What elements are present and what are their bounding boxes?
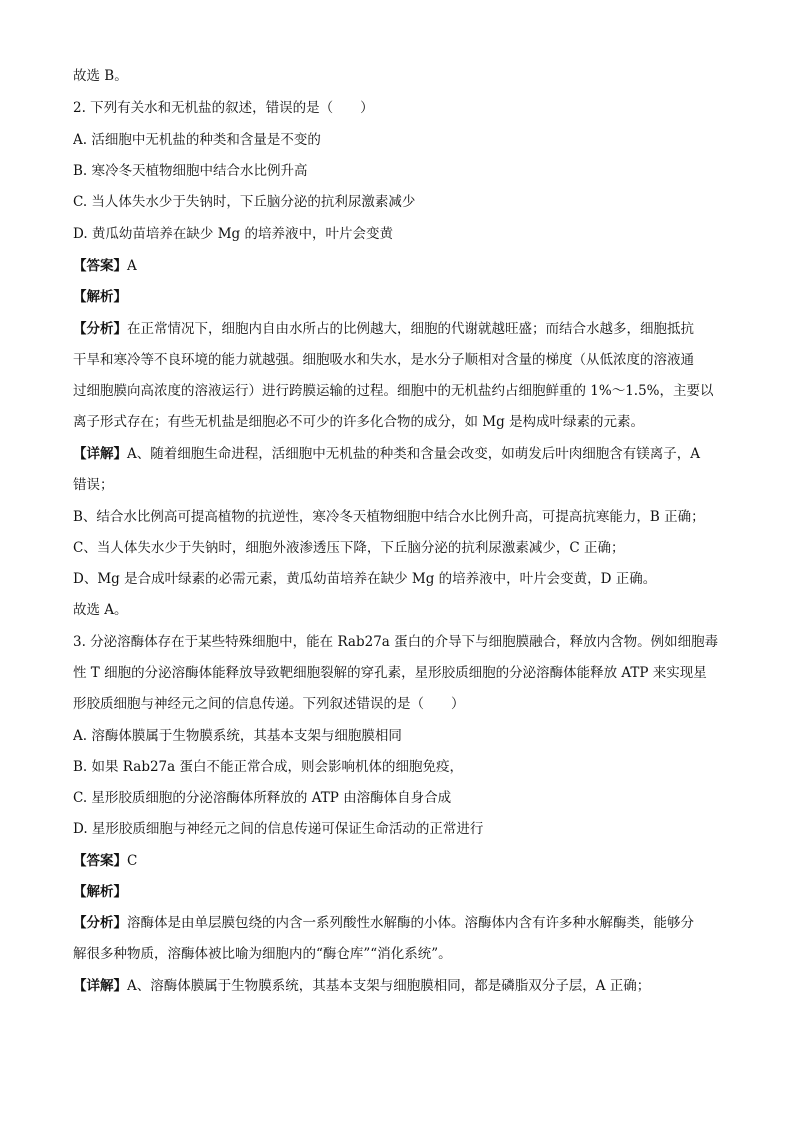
- question-2-analysis-line-3: 过细胞膜向高浓度的溶液运行）进行跨膜运输的过程。细胞中的无机盐约占细胞鲜重的 1%～1.5%，主要以: [73, 383, 714, 399]
- analysis-text: 在正常情况下，细胞内自由水所占的比例越大，细胞的代谢就越旺盛；而结合水越多，细胞抵抗: [127, 321, 694, 337]
- question-2-detail-c: C、当人体失水少于失钠时，细胞外液渗透压下降，下丘脑分泌的抗利尿激素减少，C 正确；: [73, 540, 625, 556]
- question-2-stem: 2. 下列有关水和无机盐的叙述，错误的是（ ）: [73, 100, 374, 116]
- answer-value: C: [127, 853, 138, 869]
- answer-tag: 【答案】: [73, 258, 127, 274]
- question-2-analysis-heading: 【解析】: [73, 289, 127, 305]
- question-3-detail-line-1: [73, 976, 723, 996]
- question-3-option-b: B. 如果 Rab27a 蛋白不能正常合成，则会影响机体的细胞免疫，: [73, 759, 463, 775]
- question-2-option-c: C. 当人体失水少于失钠时，下丘脑分泌的抗利尿激素减少: [73, 194, 416, 210]
- question-2-detail-d: D、Mg 是合成叶绿素的必需元素，黄瓜幼苗培养在缺少 Mg 的培养液中，叶片会变黄，D 正确。: [73, 571, 657, 587]
- conclusion-line: 故选 A。: [73, 602, 128, 618]
- analysis-text: 溶酶体是由单层膜包绕的内含一系列酸性水解酶的小体。溶酶体内含有许多种水解酶类，能够分: [127, 915, 694, 931]
- detail-tag: 【详解】: [73, 446, 127, 462]
- question-3-option-d: D. 星形胶质细胞与神经元之间的信息传递可保证生命活动的正常进行: [73, 821, 484, 837]
- detail-tag: 【详解】: [73, 978, 127, 994]
- analysis-tag: 【分析】: [73, 321, 127, 337]
- question-3-stem-line-3: 形胶质细胞与神经元之间的信息传递。下列叙述错误的是（ ）: [73, 696, 465, 712]
- question-3-analysis-line-1: [73, 913, 723, 933]
- question-3-answer: [73, 851, 723, 871]
- question-2-option-d: D. 黄瓜幼苗培养在缺少 Mg 的培养液中，叶片会变黄: [73, 226, 393, 242]
- question-2-answer: [73, 256, 723, 276]
- question-3-stem-line-1: 3. 分泌溶酶体存在于某些特殊细胞中，能在 Rab27a 蛋白的介导下与细胞膜融合，释放内含物。例如细胞毒: [73, 634, 719, 650]
- conclusion-line: 故选 B。: [73, 68, 128, 84]
- answer-value: A: [127, 258, 137, 274]
- question-2-detail-line-1: [73, 444, 723, 464]
- detail-text: A、溶酶体膜属于生物膜系统，其基本支架与细胞膜相同，都是磷脂双分子层，A 正确；: [127, 978, 651, 994]
- question-2-analysis-line-1: [73, 319, 723, 339]
- detail-text: A、随着细胞生命进程，活细胞中无机盐的种类和含量会改变，如萌发后叶肉细胞含有镁离子，A: [127, 446, 700, 462]
- question-3-analysis-heading: 【解析】: [73, 884, 127, 900]
- question-2-analysis-line-2: 干旱和寒冷等不良环境的能力就越强。细胞吸水和失水，是水分子顺相对含量的梯度（从低浓度的溶液通: [73, 352, 694, 368]
- question-2-analysis-line-4: 离子形式存在；有些无机盐是细胞必不可少的许多化合物的成分，如 Mg 是构成叶绿素的元素。: [73, 414, 645, 430]
- analysis-tag: 【分析】: [73, 915, 127, 931]
- question-2-option-b: B. 寒冷冬天植物细胞中结合水比例升高: [73, 163, 308, 179]
- question-2-detail-line-2: 错误；: [73, 477, 114, 493]
- answer-tag: 【答案】: [73, 853, 127, 869]
- question-3-analysis-line-2: 解很多种物质，溶酶体被比喻为细胞内的“酶仓库”“消化系统”。: [73, 946, 452, 962]
- question-3-stem-line-2: 性 T 细胞的分泌溶酶体能释放导致靶细胞裂解的穿孔素，星形胶质细胞的分泌溶酶体能释放 ATP 来实现星: [73, 665, 707, 681]
- question-3-option-a: A. 溶酶体膜属于生物膜系统，其基本支架与细胞膜相同: [73, 728, 402, 744]
- question-2-option-a: A. 活细胞中无机盐的种类和含量是不变的: [73, 132, 321, 148]
- question-3-option-c: C. 星形胶质细胞的分泌溶酶体所释放的 ATP 由溶酶体自身合成: [73, 790, 452, 806]
- question-2-detail-b: B、结合水比例高可提高植物的抗逆性，寒冷冬天植物细胞中结合水比例升高，可提高抗寒能力，B 正确；: [73, 509, 705, 525]
